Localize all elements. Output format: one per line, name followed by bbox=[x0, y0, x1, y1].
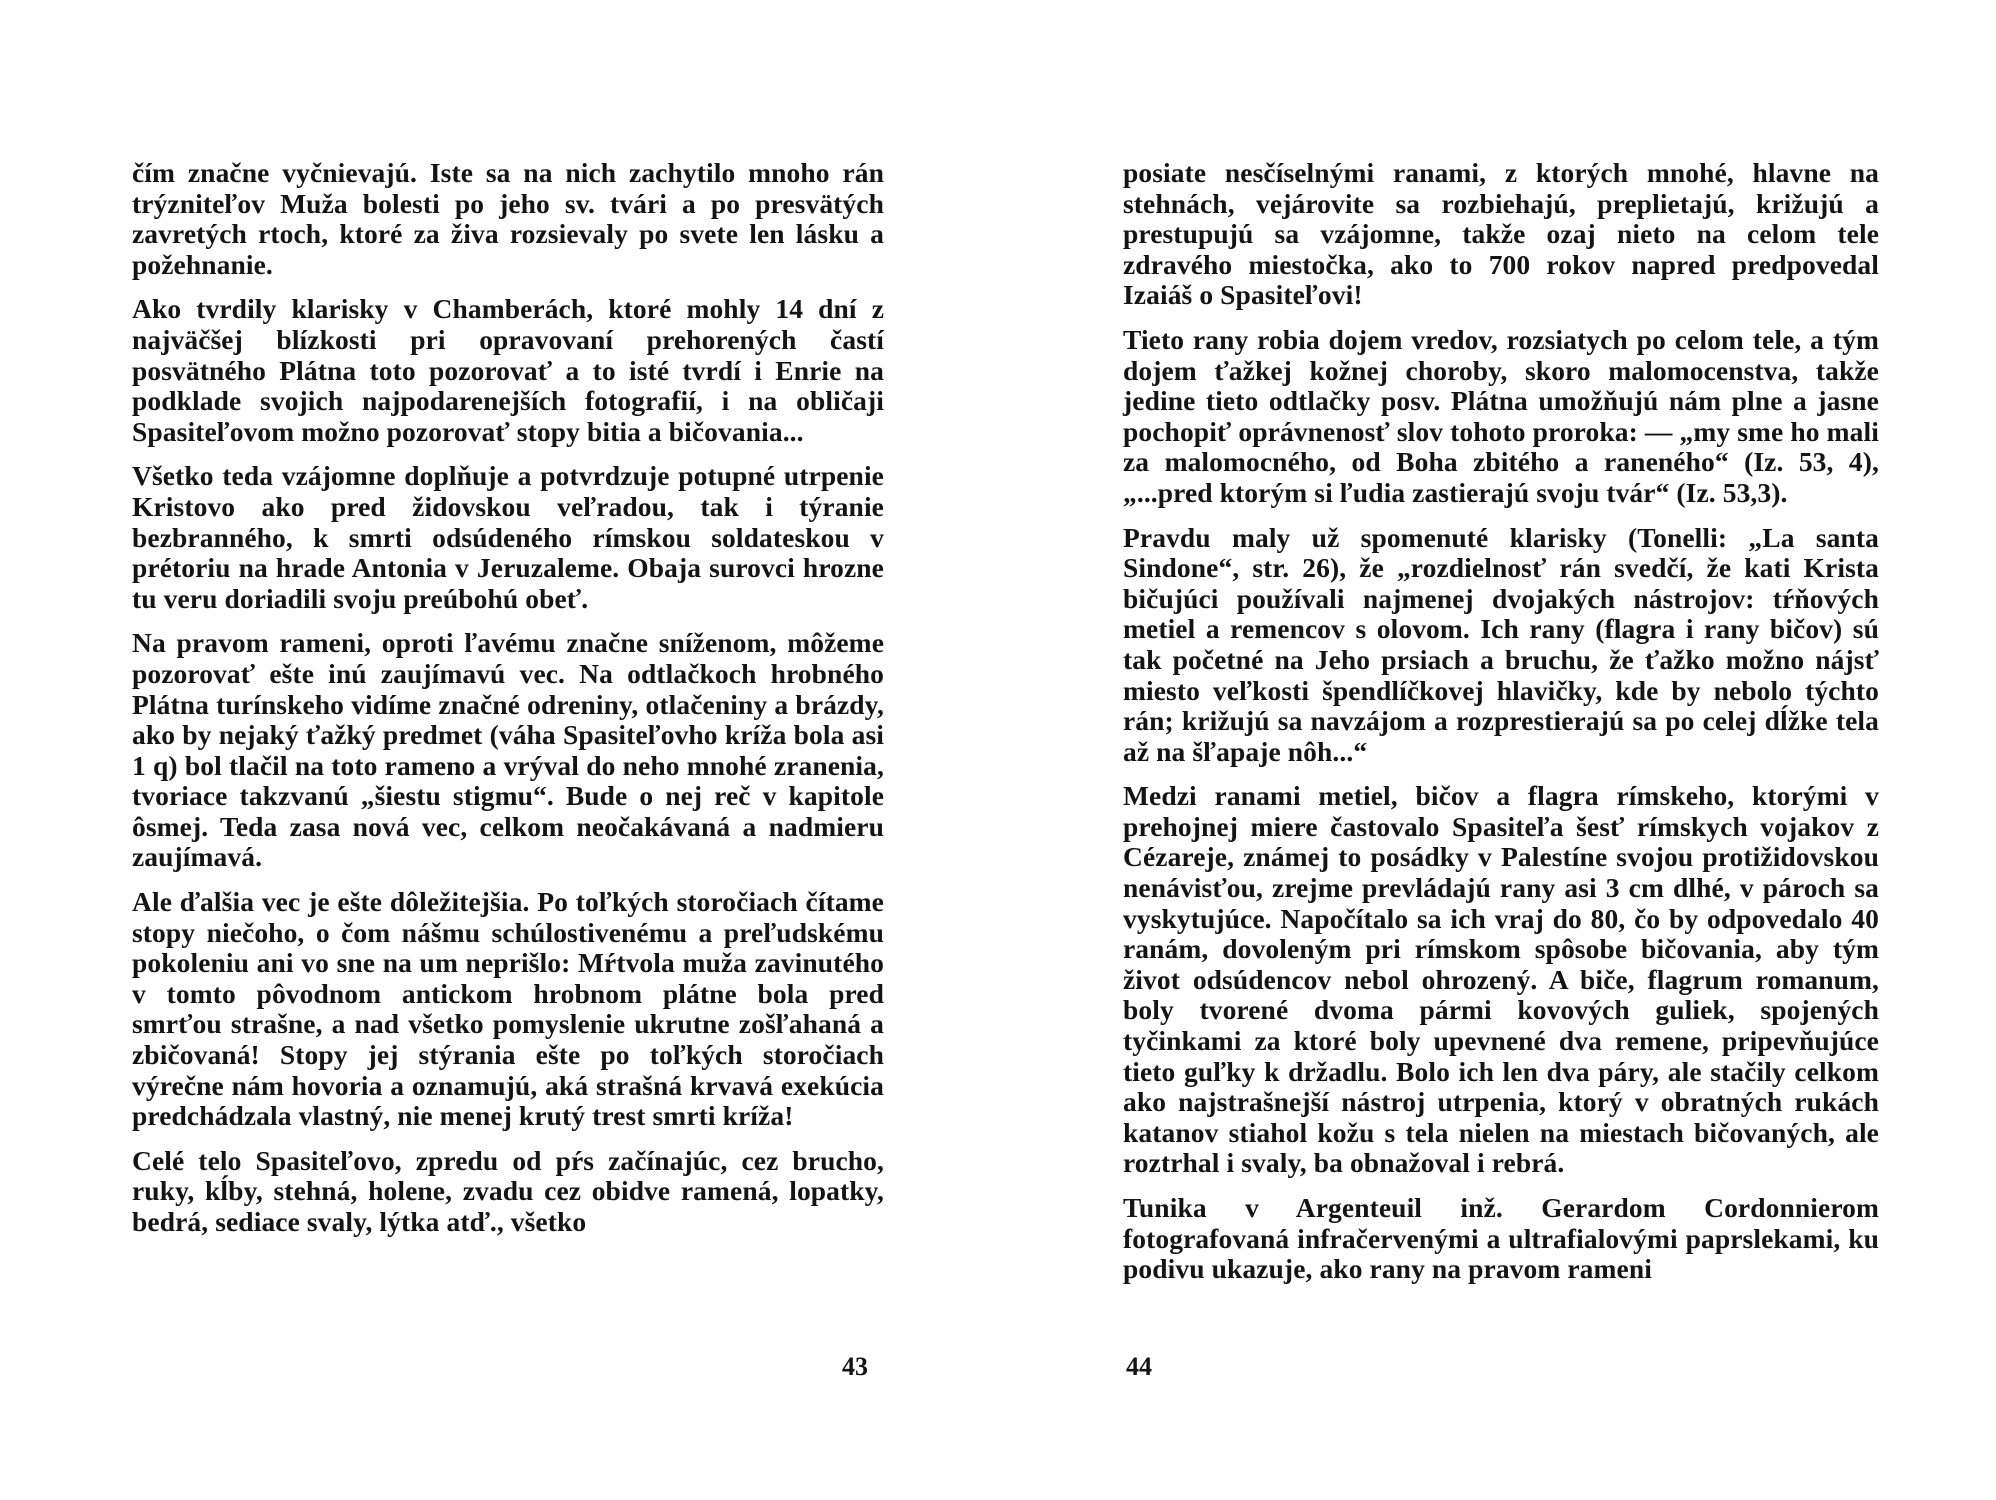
right-paragraph-2: Tieto rany robia dojem vredov, rozsiatych po celom tele, a tým dojem ťažkej kožnej choroby, skoro malomocenstva, takže jedine tieto odtlačky posv. Plátna umožňujú nám plne a jasne pochopiť oprávnenosť slov tohoto proroka: — „my sme ho mali za malomocného, od Boha zbitého a raneného“ (Iz. 53, 4), „...pred ktorým si ľudia zastierajú svoju tvár“ (Iz. 53,3). bbox=[1123, 323, 1879, 508]
right-paragraph-3: Pravdu maly už spomenuté klarisky (Tonelli: „La santa Sindone“, str. 26), že „rozdielnosť rán svedčí, že kati Krista bičujúci používali najmenej dvojakých nástrojov: tŕňových metiel a remencov s olovom. Ich rany (flagra i rany bičov) sú tak početné na Jeho prsiach a bruchu, že ťažko možno nájsť miesto veľkosti špendlíčkovej hlavičky, kde by nebolo týchto rán; križujú sa navzájom a rozprestierajú sa po celej dĺžke tela až na šľapaje nôh...“ bbox=[1123, 521, 1879, 767]
right-page-text-column bbox=[1123, 158, 1879, 1299]
right-page-number: 44 bbox=[1126, 1352, 1152, 1381]
right-paragraph-5: Tunika v Argenteuil inž. Gerardom Cordonnierom fotografovaná infračervenými a ultrafialovými paprslekami, ku podivu ukazuje, ako rany na pravom rameni bbox=[1123, 1192, 1879, 1285]
left-paragraph-3: Všetko teda vzájomne doplňuje a potvrdzuje potupné utrpenie Kristovo ako pred židovskou veľradou, tak i týranie bezbranného, k smrti odsúdeného rímskou soldateskou v prétoriu na hrade Antonia v Jeruzaleme. Obaja surovci hrozne tu veru doriadili svoju preúbohú obeť. bbox=[132, 460, 884, 614]
right-paragraph-4: Medzi ranami metiel, bičov a flagra rímskeho, ktorými v prehojnej miere častovalo Spasiteľa šesť rímskych vojakov z Cézareje, známej to posádky v Palestíne svojou protižidovskou nenávisťou, zrejme prevládajú rany asi 3 cm dlhé, v pároch sa vyskytujúce. Napočítalo sa ich vraj do 80, čo by odpovedalo 40 ranám, dovoleným pri rímskom spôsobe bičovania, aby tým život odsúdencov nebol ohrozený. A biče, flagrum romanum, boly tvorené dvoma pármi kovových guliek, spojených tyčinkami za ktoré boly upevnené dva remene, pripevňujúce tieto guľky k držadlu. Bolo ich len dva páry, ale stačily celkom ako najstrašnejší nástroj utrpenia, ktorý v obratných rukách katanov stiahol kožu s tela nielen na miestach bičovaných, ale roztrhal i svaly, ba obnažoval i rebrá. bbox=[1123, 780, 1879, 1179]
left-page-number: 43 bbox=[842, 1352, 868, 1381]
left-paragraph-2: Ako tvrdily klarisky v Chamberách, ktoré mohly 14 dní z najväčšej blízkosti pri opravovaní prehorených častí posvätného Plátna toto pozorovať a to isté tvrdí i Enrie na podklade svojich najpodarenejších fotografií, i na obličaji Spasiteľovom možno pozorovať stopy bitia a bičovania... bbox=[132, 293, 884, 447]
left-paragraph-4: Na pravom rameni, oproti ľavému značne sníženom, môžeme pozorovať ešte inú zaujímavú vec. Na odtlačkoch hrobného Plátna turínskeho vidíme značné odreniny, otlačeniny a brázdy, ako by nejaký ťažký predmet (váha Spasiteľovho kríža bola asi 1 q) bol tlačil na toto rameno a vrýval do neho mnohé zranenia, tvoriace takzvanú „šiestu stigmu“. Bude o nej reč v kapitole ôsmej. Teda zasa nová vec, celkom neočakávaná a nadmieru zaujímavá. bbox=[132, 627, 884, 873]
right-paragraph-1: posiate nesčíselnými ranami, z ktorých mnohé, hlavne na stehnách, vejárovite sa rozbiehajú, preplietajú, križujú a prestupujú sa vzájomne, takže ozaj nieto na celom tele zdravého miestočka, ako to 700 rokov napred predpovedal Izaiáš o Spasiteľovi! bbox=[1123, 157, 1879, 311]
left-paragraph-1: čím značne vyčnievajú. Iste sa na nich zachytilo mnoho rán trýzniteľov Muža bolesti po jeho sv. tvári a po presvätých zavretých rtoch, ktoré za živa rozsievaly po svete len lásku a požehnanie. bbox=[132, 157, 884, 280]
right-page bbox=[998, 0, 1996, 1500]
left-paragraph-5: Ale ďalšia vec je ešte dôležitejšia. Po toľkých storočiach čítame stopy niečoho, o čom nášmu schúlostivenému a preľudskému pokoleniu ani vo sne na um neprišlo: Mŕtvola muža zavinutého v tomto pôvodnom antickom hrobnom plátne bola pred smrťou strašne, a nad všetko pomyslenie ukrutne zošľahaná a zbičovaná! Stopy jej stýrania ešte po toľkých storočiach výrečne nám hovoria a oznamujú, aká strašná krvavá exekúcia predchádzala vlastný, nie menej krutý trest smrti kríža! bbox=[132, 886, 884, 1132]
left-page-text-column bbox=[132, 158, 884, 1252]
left-paragraph-6: Celé telo Spasiteľovo, zpredu od pŕs začínajúc, cez brucho, ruky, kĺby, stehná, holene, zvadu cez obidve ramená, lopatky, bedrá, sediace svaly, lýtka atď., všetko bbox=[132, 1144, 884, 1237]
